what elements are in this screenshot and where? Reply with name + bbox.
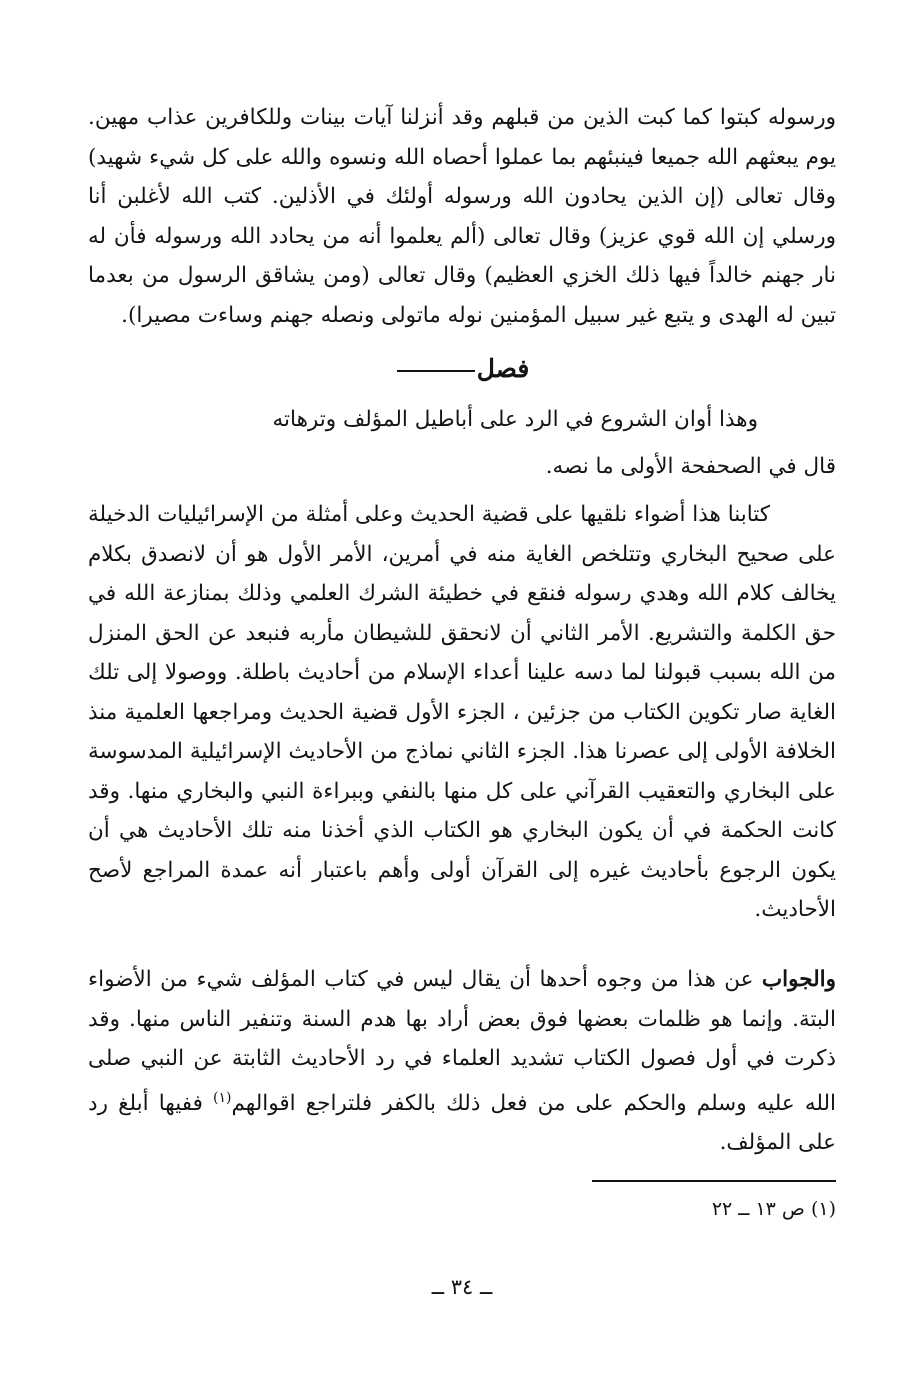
section-heading bbox=[0, 354, 924, 383]
footnote-text: (١) ص ١٣ ــ ٢٢ bbox=[711, 1198, 836, 1220]
paragraph-2-text: كتابنا هذا أضواء نلقيها على قضية الحديث وعلى أمثلة من الإسرائيليات الدخيلة على صحيح البخاري وتتلخص الغاية منه في أمرين، الأمر الأول هو أن لانصدق بكلام يخالف كلام الله وهدي رسوله فنقع في خطيئة الشرك العلمي وذلك بمنازعة الله في حق الكلمة والتشريع. الأمر الثاني أن لانحقق للشيطان مأربه فنبعد عن الحق المنزل من الله بسبب قبولنا لما دسه علينا أعداء الإسلام من أحاديث باطلة. ووصولا إلى تلك الغاية صار تكوين الكتاب من جزئين ، الجزء الأول قضية الحديث ومراجعها العلمية منذ الخلافة الأولى إلى عصرنا هذا. الجزء الثاني نماذج من الأحاديث الإسرائيلية المدسوسة على البخاري والتعقيب القرآني على كل منها بالنفي وببراءة النبي والبخاري منها. وقد كانت الحكمة في أن يكون البخاري هو الكتاب الذي أخذنا منه تلك الأحاديث هي أن يكون الرجوع بأحاديث غيره إلى القرآن أولى وأهم باعتبار أنه عمدة المراجع لأصح الأحاديث. bbox=[88, 502, 836, 922]
footnote-reference: (١) bbox=[213, 1089, 232, 1106]
paragraph-quoted-author bbox=[88, 495, 836, 957]
paragraph-3-text: عن هذا من وجوه أحدها أن يقال ليس في كتاب المؤلف شيء من الأضواء البتة. وإنما هو ظلمات بعضها فوق بعض أراد بها هدم السنة وتنفير الناس منها. وقد ذكرت في أول فصول الكتاب تشديد العلماء في رد الأحاديث الثابتة عن النبي صلى الله عليه وسلم والحكم على من فعل ذلك بالكفر فلتراجع اقوالهم bbox=[88, 967, 836, 1116]
paragraph-quran-verses bbox=[88, 98, 836, 348]
heading-underline bbox=[397, 370, 475, 372]
intro-line-1: وهذا أوان الشروع في الرد على أباطيل المؤلف وترهاته bbox=[272, 407, 758, 432]
footnote-divider bbox=[592, 1180, 836, 1182]
paragraph-answer bbox=[88, 960, 836, 1160]
answer-lead-word: والجواب bbox=[761, 967, 836, 992]
paragraph-1-text: ورسوله كبتوا كما كبت الذين من قبلهم وقد أنزلنا آيات بينات وللكافرين عذاب مهين. يوم يبعثهم الله جميعا فينبئهم بما عملوا أحصاه الله ونسوه والله على كل شيء شهيد) وقال تعالى (إن الذين يحادون الله ورسوله أولئك في الأذلين. كتب الله لأغلبن أنا ورسلي إن الله قوي عزيز) وقال تعالى (ألم يعلموا أنه من يحادد الله ورسوله فأن له نار جهنم خالداً فيها ذلك الخزي العظيم) وقال تعالى (ومن يشاقق الرسول من بعدما تبين له الهدى و يتبع غير سبيل المؤمنين نوله ماتولى ونصله جهنم وساءت مصيرا). bbox=[88, 105, 837, 328]
intro-line-2: قال في الصحفحة الأولى ما نصه. bbox=[545, 454, 836, 479]
page-number: ــ ٣٤ ــ bbox=[431, 1275, 493, 1299]
paragraph-3-end: ففيها أبلغ رد على المؤلف. bbox=[88, 1090, 836, 1156]
section-title-text: فصل bbox=[476, 354, 530, 383]
